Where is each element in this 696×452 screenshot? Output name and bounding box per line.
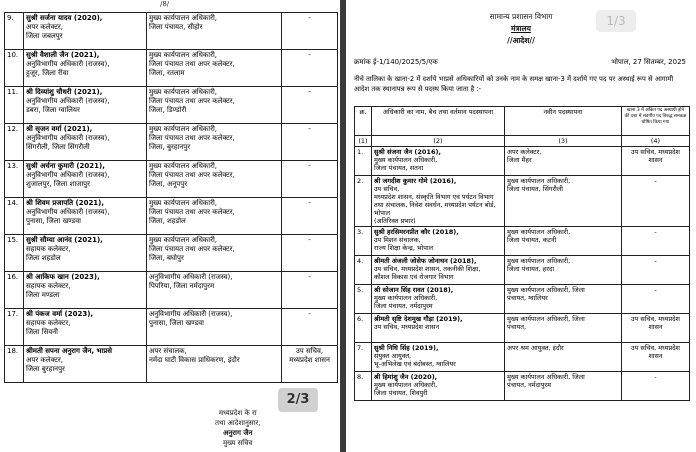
new-location: जिला पंचायत, हरदा [507,265,555,273]
current-location: भू-अभिलेख एवं बंदोबस्त, ग्वालियर [374,360,456,368]
new-location: जिला पंचायत तथा अपर कलेक्टर, [149,245,235,253]
table-row [355,343,690,372]
current-post: उप सचिव, [374,185,400,193]
equivalent-post: - [282,124,338,161]
equivalent-post: - [622,227,690,256]
new-post: मुख्य कार्यपालन अधिकारी, जिला [507,315,585,323]
officer-cell [24,13,147,50]
serial-number: 17. [5,309,24,346]
new-location: पंचायत, [507,323,527,331]
new-location-2: जिला, शहडोल [149,217,186,225]
equivalent-post: - [282,13,338,50]
current-post: उप सचिव, मध्यप्रदेश शासन, तकनीकी शिक्षा, [374,265,481,273]
new-location-2: जिला, बघोपुर [149,254,184,262]
equivalent-post: - [282,161,338,198]
officer-name: श्री पंकज वर्मा (2023), [26,310,94,318]
officer-cell [24,50,147,87]
new-location-2: जिला, बुरहानपुर [149,143,191,151]
serial-number: 12. [5,124,24,161]
current-post: अपर कलेक्टर, [26,23,63,31]
current-post: उप मिशन संचालक, [374,236,421,244]
new-posting-cell [147,124,282,161]
new-post: अपर कलेक्टर, [507,148,542,156]
table-row [355,176,690,227]
current-location: जिला पंचायत, शिवपुरी [374,389,428,397]
equivalent-post: - [282,235,338,272]
current-location: सिंगरौली, जिला सिंगरौली [26,143,90,151]
current-location: कौशल विकास एवं रोजगार विभाग [374,273,454,281]
current-post: संयुक्त आयुक्त, [374,352,412,360]
table-row [355,285,690,314]
officer-cell [372,372,505,401]
new-posting-cell [505,256,622,285]
table-row [355,256,690,285]
serial-number: 15. [5,235,24,272]
officer-name: सुश्री वैशाली जैन (2021), [26,51,100,59]
new-post: मुख्य कार्यपालन अधिकारी, [507,257,571,265]
current-note: (अतिरिक्त प्रभार) [374,217,416,225]
officer-name: सुश्री संजना जैन (2016), [374,148,441,156]
ministry-title: मंत्रालय [510,24,531,33]
serial-number: 5. [355,285,372,314]
order-title: //आदेश// [507,36,535,45]
current-post: अनुविभागीय अधिकारी (राजस्व), [26,60,110,68]
serial-number: 3. [355,227,372,256]
equivalent-post: उप सचिव, मध्यप्रदेश शासन [622,147,690,176]
col-num: (2) [372,136,505,147]
new-posting-cell [505,314,622,343]
new-post: मुख्य कार्यपालन अधिकारी, [149,88,218,96]
table-row [5,309,338,346]
officer-cell [24,124,147,161]
new-posting-cell [505,343,622,372]
header-sn: क्र. [355,107,372,136]
current-post: अनुविभागीय अधिकारी (राजस्व), [26,171,110,179]
footer-line-2: तथा आदेशानुसार, [215,419,261,427]
serial-number: 18. [5,346,24,383]
equivalent-post: - [282,309,338,346]
new-post: मुख्य कार्यपालन अधिकारी, [149,236,218,244]
officer-cell [372,343,505,372]
serial-number: 10. [5,50,24,87]
officer-cell [24,87,147,124]
current-post: अपर कलेक्टर, [26,356,63,364]
current-post: सहायक कलेक्टर, [26,282,71,290]
table-row [355,147,690,176]
new-posting-cell [505,227,622,256]
equivalent-post: - [622,256,690,285]
officer-name: श्री हिमांशु जैन (2020), [374,373,438,381]
officer-name: सुश्री निधि सिंह (2019), [374,344,439,352]
new-location: जिला पंचायत तथा अपर कलेक्टर, [149,134,235,142]
header-new-posting: नवीन पदस्थापना [505,107,622,136]
table-row [5,198,338,235]
current-post: मुख्य कार्यपालन अधिकारी, [374,381,438,389]
new-location: जिला पंचायत तथा अपर कलेक्टर, [149,171,235,179]
table-row [5,124,338,161]
officer-name: श्रीमती सृष्टि देशमुख गौड़ा (2019), [374,315,463,323]
new-post: मुख्य कार्यपालन अधिकारी, [149,162,218,170]
equivalent-post: - [282,198,338,235]
current-post: सहायक कलेक्टर, [26,319,71,327]
current-location: शुजालपुर, जिला शाजापुर [26,180,91,188]
current-post: उप सचिव, मध्यप्रदेश शासन [374,323,440,331]
table-row [355,227,690,256]
officer-name: श्री जगदीश कुमार गोमे (2016), [374,177,457,185]
order-date: भोपाल, 27 सितम्बर, 2025 [611,58,686,66]
new-location: पुनासा, जिला खण्डवा [149,319,204,327]
new-location-2: जिला, रतलाम [149,69,185,77]
serial-number: 9. [5,13,24,50]
current-post: मुख्य कार्यपालन अधिकारी, [374,156,438,164]
table-row [355,372,690,401]
new-location: पंचायत, नर्मदापुरम [507,381,551,389]
new-post: मुख्य कार्यपालन अधिकारी, [149,199,218,207]
officer-name: सुश्री हरसिमरनप्रीत कौर (2018), [374,228,459,236]
department-title: सामान्य प्रशासन विभाग [489,12,553,21]
signature-block [215,408,260,448]
new-post: मुख्य कार्यपालन अधिकारी, जिला [507,373,585,381]
header-equivalent: खाना 3 में अंकित पद अस्थायी होने की दशा में संवर्गीय पद विरुद्ध समकक्ष घोषित किया गया [622,107,690,136]
order-intro-text: नीचे तालिका के खाना-2 में दर्शाये भाप्रसे अधिकारियों को उनके नाम के समक्ष खाना-3 में दर्शाये गए पद पर अस्थाई रूप से आगामी आदेश तक स्थानापन्न रूप से पदस्थ किया जाता है :- [354,75,674,93]
footer-line-1: मध्यप्रदेश के रा [218,409,257,417]
serial-number: 6. [355,314,372,343]
current-location: डबरा, जिला ग्वालियर [26,106,80,114]
current-post: मुख्य कार्यपालन अधिकारी, [374,294,438,302]
current-location: जिला पंचायत, नर्मदापुरम [374,302,433,310]
new-posting-cell [147,309,282,346]
new-location: जिला पंचायत तथा अपर कलेक्टर, [149,60,235,68]
officer-name: सुश्री अर्चना कुमारी (2021), [26,162,105,170]
officer-name: श्री शिवम प्रजापति (2021), [26,199,105,207]
table-row [5,161,338,198]
signatory-name: अनुराग जैन [223,429,253,437]
col-num: (4) [622,136,690,147]
officer-name: श्री आकिफ खान (2023), [26,273,100,281]
left-posting-table [4,12,338,383]
new-location-2: जिला, अनूपपुर [149,180,188,188]
serial-number: 8. [355,372,372,401]
left-document-page [0,0,340,452]
page-indicator-left: 2/3 [278,388,318,412]
new-location: जिला पंचायत, सीहोर [149,23,203,31]
new-location: जिला मैहर [507,156,532,164]
new-location: जिला पंचायत तथा अपर कलेक्टर, [149,97,235,105]
new-posting-cell [505,372,622,401]
officer-cell [24,198,147,235]
page-number: /8/ [160,0,170,8]
table-row [5,235,338,272]
table-row [5,346,338,383]
equivalent-post: - [282,272,338,309]
current-location: जिला मण्डला [26,291,60,299]
header-officer: अधिकारी का नाम, बैच तथा वर्तमान पदस्थापना [372,107,505,136]
serial-number: 7. [355,343,372,372]
table-row [355,314,690,343]
officer-cell [24,235,147,272]
current-post: अनुविभागीय अधिकारी (राजस्व), [26,208,110,216]
current-location: जिला बुरहानपुर [26,365,65,373]
new-post: अनुविभागीय अधिकारी (राजस्व), [149,310,233,318]
officer-cell [24,309,147,346]
officer-cell [24,346,147,383]
new-location: पिपरिया, जिला नर्मदापुरम [149,282,215,290]
table-row [5,50,338,87]
officer-name: श्री सोजान सिंह रावत (2018), [374,286,454,294]
new-location-2: जिला, डिण्डोरी [149,106,187,114]
officer-cell [372,176,505,227]
new-post: मुख्य कार्यपालन अधिकारी, [149,51,218,59]
new-posting-cell [147,272,282,309]
officer-cell [24,272,147,309]
new-location: जिला पंचायत, सिंगरौली [507,185,563,193]
officer-name: सुश्री सौम्या आनंद (2021), [26,236,103,244]
right-document-page [346,0,696,452]
equivalent-post: उप सचिव, मध्यप्रदेश शासन [622,314,690,343]
current-location: जिला सिवनी [26,328,58,336]
officer-name: सुश्री सर्जना यादव (2020), [26,14,103,22]
officer-cell [372,256,505,285]
officer-cell [372,314,505,343]
new-post: मुख्य कार्यपालन अधिकारी, [507,177,571,185]
current-post: अनुविभागीय अधिकारी (राजस्व), [26,134,110,142]
serial-number: 1. [355,147,372,176]
new-post: अपर श्रम आयुक्त, इंदौर [507,344,564,352]
equivalent-post: - [622,372,690,401]
new-posting-cell [147,50,282,87]
officer-cell [372,147,505,176]
equivalent-post: उप सचिव, मध्यप्रदेश शासन [622,343,690,372]
current-location: जिला शहडोल [26,254,61,262]
equivalent-post: - [282,50,338,87]
current-post: सहायक कलेक्टर, [26,245,71,253]
new-post: मुख्य कार्यपालन अधिकारी, [507,228,571,236]
new-posting-cell [147,346,282,383]
table-row [5,13,338,50]
signatory-designation: मुख्य सचिव [223,439,253,447]
officer-name: श्रीमती सपना अनुराग जैन, भाप्रसे [26,347,112,355]
equivalent-post: उप सचिव, मध्यप्रदेश शासन [282,346,338,383]
new-location: नर्मदा घाटी विकास प्राधिकरण, इंदौर [149,356,240,364]
current-location: हुजूर, जिला रीवा [26,69,69,77]
new-location: जिला पंचायत तथा अपर कलेक्टर, [149,208,235,216]
serial-number: 2. [355,176,372,227]
serial-number: 16. [5,272,24,309]
new-post: मुख्य कार्यपालन अधिकारी, [149,14,218,22]
right-posting-table [354,106,690,401]
current-location: जिला जबलपुर [26,32,63,40]
current-location: राज्य शिक्षा केन्द्र, भोपाल [374,244,434,252]
order-number: क्रमांक ई-1/140/2025/5/एक [354,58,438,66]
officer-name: श्री दिव्यांशु चौधरी (2021), [26,88,103,96]
new-posting-cell [147,198,282,235]
equivalent-post: - [622,285,690,314]
page-indicator-right: 1/3 [596,10,636,32]
officer-name: श्रीमती अंजली जोसेफ जोनाथन (2018), [374,257,477,265]
new-posting-cell [147,161,282,198]
current-location: मध्यप्रदेश शासन, संस्कृति विभाग एवं पर्यटन विभाग तथा संचालक, निवेश संवर्धन, मध्यप्रदेश पर्यटन बोर्ड, भोपाल [374,193,496,217]
current-location: पुनासा, जिला खण्डवा [26,217,81,225]
serial-number: 14. [5,198,24,235]
new-post: अपर संचालक, [149,347,187,355]
new-post: अनुविभागीय अधिकारी (राजस्व), [149,273,233,281]
new-posting-cell [505,176,622,227]
new-posting-cell [147,235,282,272]
new-post: मुख्य कार्यपालन अधिकारी, [149,125,218,133]
new-posting-cell [505,285,622,314]
new-posting-cell [505,147,622,176]
officer-cell [372,227,505,256]
current-post: अनुविभागीय अधिकारी (राजस्व), [26,97,110,105]
serial-number: 11. [5,87,24,124]
equivalent-post: - [282,87,338,124]
col-num: (3) [505,136,622,147]
officer-cell [372,285,505,314]
new-post: मुख्य कार्यपालन अधिकारी, जिला [507,286,585,294]
new-location: जिला पंचायत, कटनी [507,236,557,244]
officer-cell [24,161,147,198]
new-posting-cell [147,13,282,50]
new-posting-cell [147,87,282,124]
table-row [5,87,338,124]
officer-name: श्री सृजन वर्मा (2021), [26,125,93,133]
equivalent-post: - [622,176,690,227]
table-row [5,272,338,309]
current-location: जिला पंचायत, सतना [374,164,424,172]
new-location: पंचायत, ग्वालियर [507,294,548,302]
col-num: (1) [355,136,372,147]
serial-number: 4. [355,256,372,285]
serial-number: 13. [5,161,24,198]
